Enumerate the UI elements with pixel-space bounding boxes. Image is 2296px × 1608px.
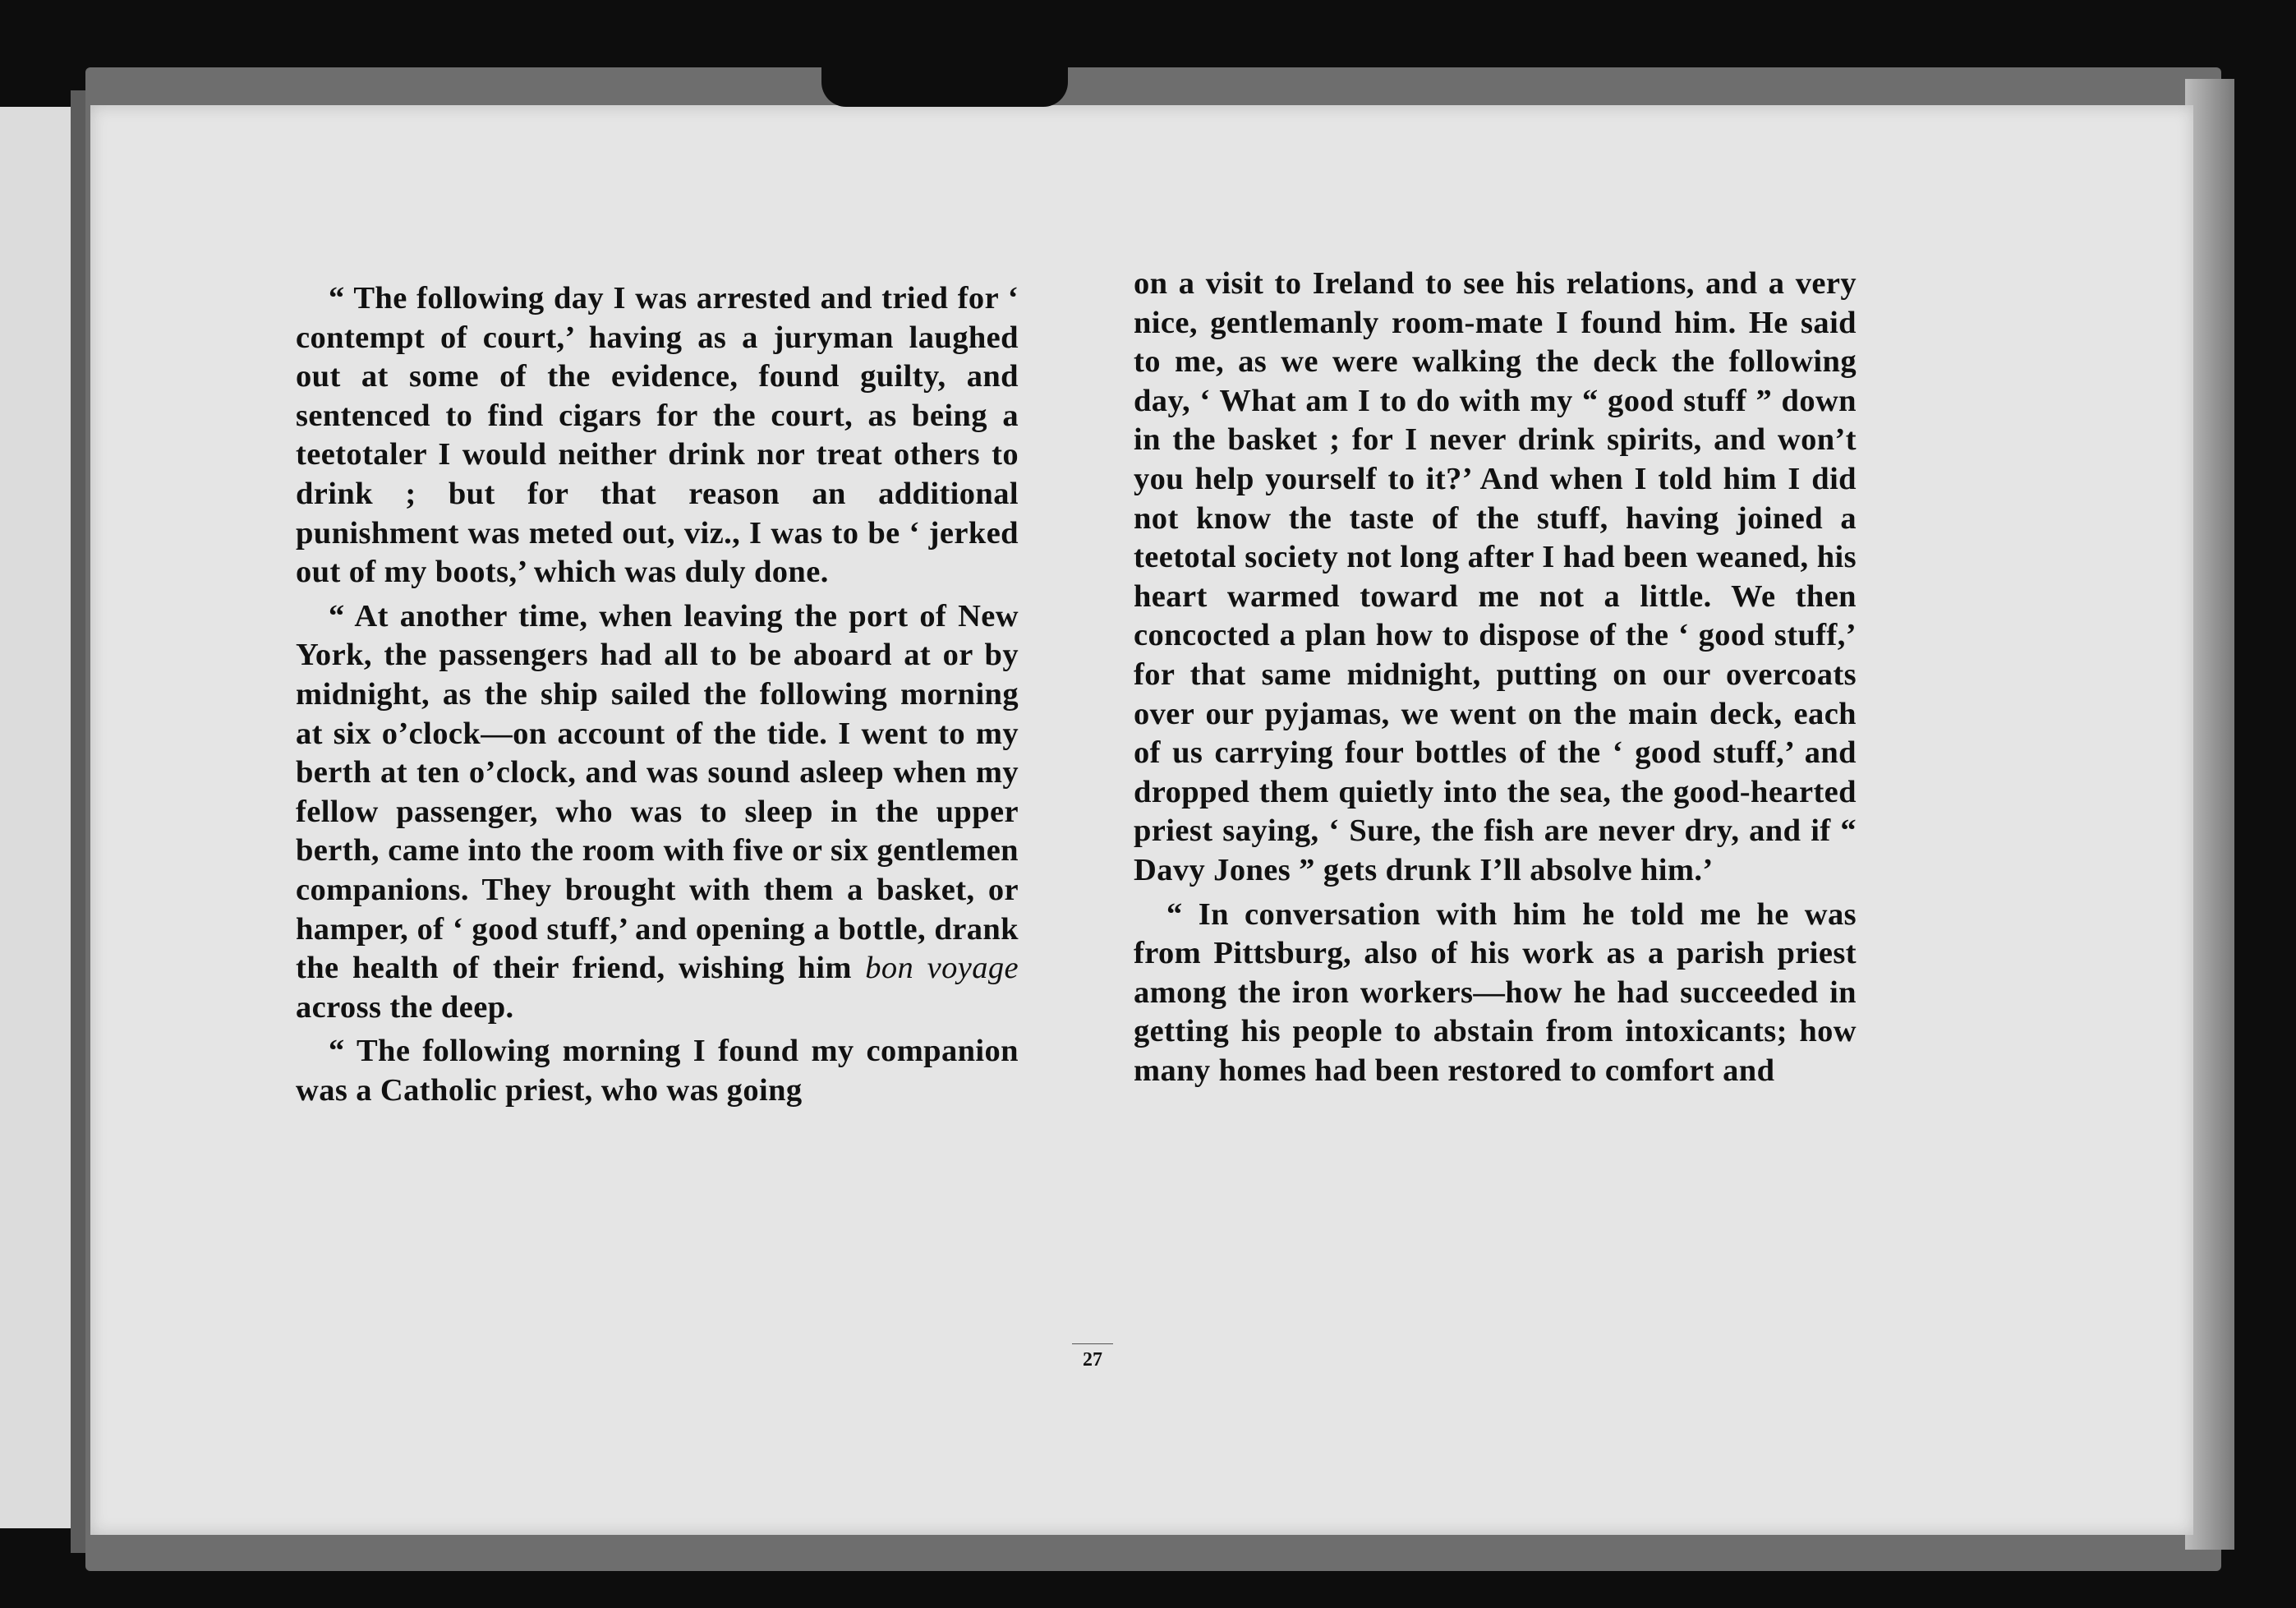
scanner-clip	[821, 49, 1068, 107]
paragraph: “ The following day I was arrested and tried for ‘ contempt of court,’ having as a juryman laughed out at some of the evidence, found guilty, and sentenced to find cigars for the court, as being a teetotaler I would neither drink nor treat others to drink ; but for that reason an additional punishment was meted out, viz., I was to be ‘ jerked out of my boots,’ which was duly done.	[296, 281, 1019, 590]
right-text-column	[1134, 265, 1857, 1095]
paragraph: on a visit to Ireland to see his relations, and a very nice, gentlemanly room-mate I found him. He said to me, as we were walking the deck the following day, ‘ What am I to do with my “ good stuff ” down in the basket ; for I never drink spirits, and won’t you help yourself to it?’ And when I told him I did not know the taste of the stuff, having joined a teetotal society not long after I had been weaned, his heart warmed toward me not a little. We then concocted a plan how to dispose of the ‘ good stuff,’ for that same midnight, putting on our overcoats over our pyjamas, we went on the main deck, each of us carrying four bottles of the ‘ good stuff,’ and dropped them quietly into the sea, the good-hearted priest saying, ‘ Sure, the fish are never dry, and if “ Davy Jones ” gets drunk I’ll absolve him.’	[1134, 266, 1857, 887]
paragraph: “ In conversation with him he told me he was from Pittsburg, also of his work as a parish priest among the iron workers—how he had succeeded in getting his people to abstain from intoxicants; how many homes had been restored to comfort and	[1134, 896, 1857, 1088]
italic-phrase: bon voyage	[865, 951, 1019, 986]
paragraph-text: across the deep.	[296, 989, 514, 1025]
paragraph	[296, 597, 1019, 1028]
left-text-column	[296, 279, 1019, 1115]
paragraph: “ The following morning I found my companion was a Catholic priest, who was going	[296, 1034, 1019, 1108]
page-number: 27	[1072, 1343, 1113, 1371]
previous-page-edge	[0, 107, 76, 1528]
paragraph-text: “ At another time, when leaving the port of New York, the passengers had all to be aboard at or by midnight, as the ship sailed the following morning at six o’clock—on account of the tide. I went to my berth at ten o’clock, and was sound asleep when my fellow passenger, who was to sleep in the upper berth, came into the room with five or six gentlemen companions. They brought with them a basket, or hamper, of ‘ good stuff,’ and opening a bottle, drank the health of their friend, wishing him	[296, 598, 1019, 986]
